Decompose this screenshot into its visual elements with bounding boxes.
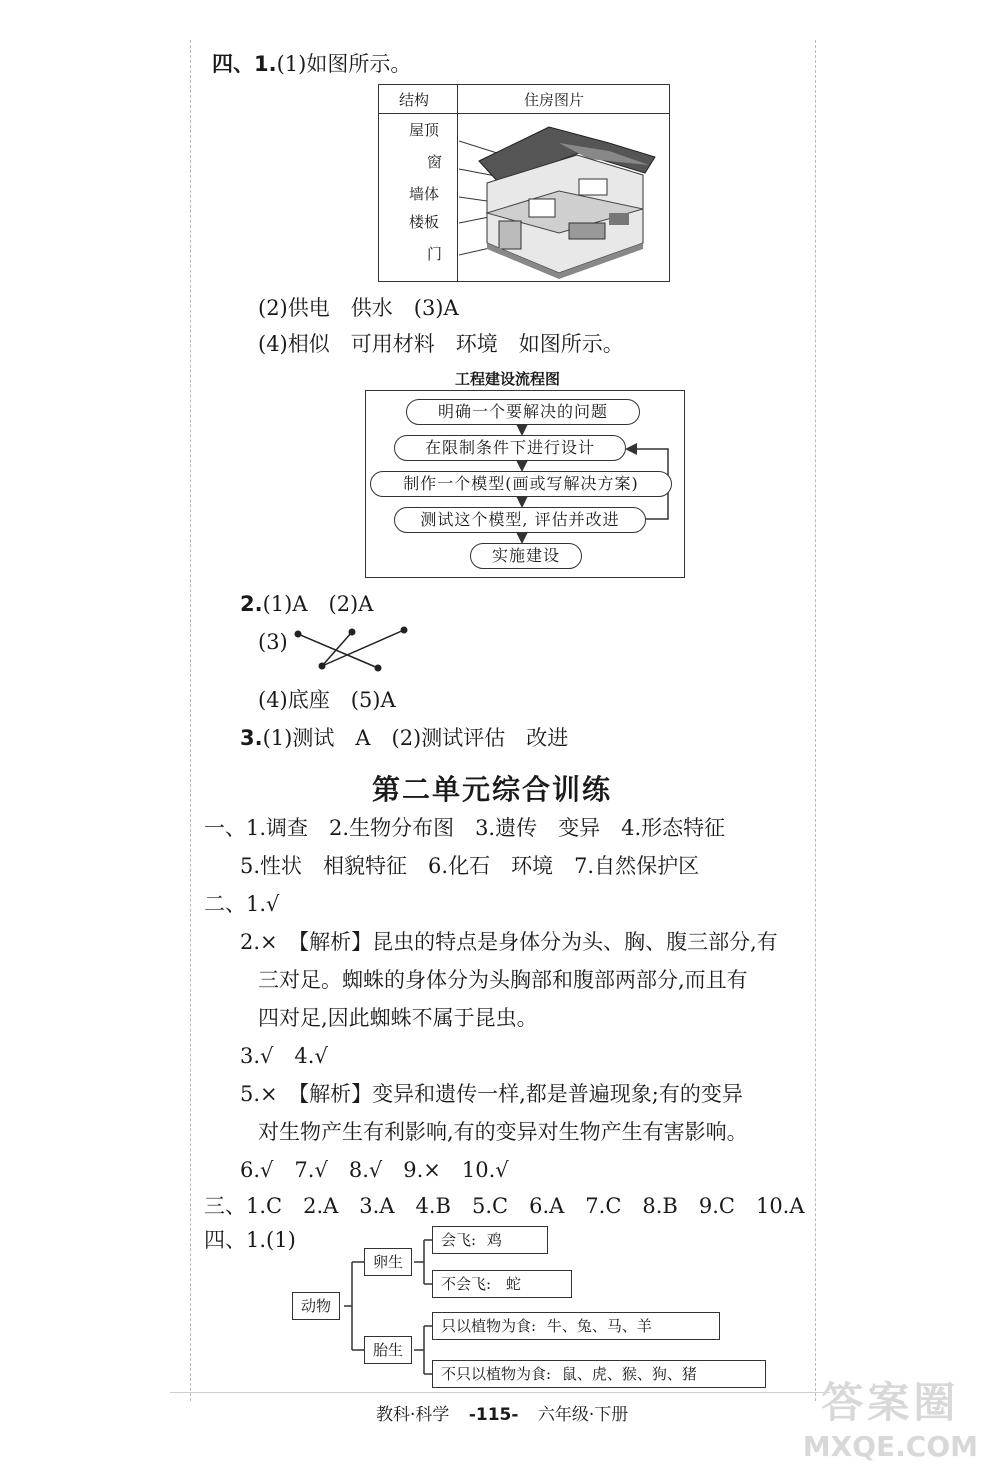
tree-non-herbivore	[432, 1360, 766, 1388]
q4-1-label: 四、1.	[212, 52, 277, 76]
p2-6: 6.√ 7.√ 8.√ 9.× 10.√	[240, 1158, 509, 1182]
p2-2-line-b: 三对足。蜘蛛的身体分为头胸部和腹部两部分,而且有	[258, 968, 748, 992]
flow-chart	[365, 390, 685, 578]
flow-title: 工程建设流程图	[455, 370, 561, 388]
p4-label: 四、1.(1)	[204, 1228, 296, 1252]
matching-lines	[292, 622, 422, 672]
footer-right: 六年级·下册	[537, 1405, 629, 1425]
q4-3-text: (1)测试 A (2)测试评估 改进	[262, 726, 569, 750]
flow-step-3: 制作一个模型(画或写解决方案)	[370, 471, 672, 497]
tree-can-fly	[432, 1226, 548, 1254]
footer	[376, 1400, 628, 1425]
tree-root: 动物	[292, 1292, 340, 1320]
label-roof: 屋顶	[409, 121, 440, 139]
p2-5-line-a: 5.× 【解析】变异和遗传一样,都是普遍现象;有的变异	[240, 1082, 743, 1106]
non-herbivore-val: 鼠、虎、猴、狗、猪	[561, 1365, 697, 1383]
watermark-line1: 答案圈	[821, 1378, 960, 1427]
flow-step-4: 测试这个模型, 评估并改进	[394, 507, 646, 533]
q4-2-4: (4)底座 (5)A	[258, 688, 396, 712]
watermark	[803, 1370, 978, 1463]
q4-2-label: 2.	[240, 592, 263, 616]
q4-1-line	[212, 50, 411, 78]
watermark-line2: MXQE.COM	[802, 1430, 978, 1463]
house-table	[378, 84, 670, 282]
left-margin-line	[190, 40, 191, 1401]
label-floor: 楼板	[409, 213, 440, 231]
label-wall: 墙体	[409, 185, 440, 203]
p2-1: 二、1.√	[204, 892, 280, 916]
page-number: -115-	[468, 1405, 519, 1425]
tree-herbivore	[432, 1312, 720, 1340]
tree-viviparous: 胎生	[364, 1336, 412, 1364]
tree-oviparous: 卵生	[364, 1248, 412, 1276]
footer-left: 教科·科学	[376, 1405, 450, 1425]
tree-cannot-fly	[432, 1270, 572, 1298]
q4-1-2: (2)供电 供水 (3)A	[258, 296, 459, 320]
q4-2-1: (1)A (2)A	[262, 592, 374, 616]
label-door: 门	[427, 245, 443, 263]
p1-line-1: 一、1.调查 2.生物分布图 3.遗传 变异 4.形态特征	[204, 816, 726, 840]
herbivore-val: 牛、兔、马、羊	[546, 1317, 652, 1335]
q4-3-label: 3.	[240, 726, 263, 750]
section-title: 第二单元综合训练	[372, 773, 613, 806]
table-col-structure: 结构	[399, 91, 430, 109]
q4-2-line	[240, 590, 373, 618]
can-fly-val: 鸡	[486, 1231, 502, 1249]
q4-3-line	[240, 724, 568, 752]
p2-2-line-c: 四对足,因此蜘蛛不属于昆虫。	[258, 1006, 538, 1030]
can-fly-key: 会飞:	[441, 1231, 477, 1249]
table-col-picture: 住房图片	[524, 91, 585, 109]
house-illustration	[459, 113, 669, 281]
q4-1-text: (1)如图所示。	[276, 52, 412, 76]
p2-34: 3.√ 4.√	[240, 1044, 328, 1068]
p1-line-2: 5.性状 相貌特征 6.化石 环境 7.自然保护区	[240, 854, 700, 878]
p2-2-line-a: 2.× 【解析】昆虫的特点是身体分为头、胸、腹三部分,有	[240, 930, 778, 954]
p3-answers: 三、1.C 2.A 3.A 4.B 5.C 6.A 7.C 8.B 9.C 10.A	[204, 1194, 805, 1218]
flow-step-5: 实施建设	[470, 543, 582, 569]
flow-step-2: 在限制条件下进行设计	[394, 435, 626, 461]
flow-step-1: 明确一个要解决的问题	[406, 399, 640, 425]
cannot-fly-key: 不会飞:	[441, 1275, 492, 1293]
cannot-fly-val: 蛇	[505, 1275, 521, 1293]
p2-5-line-b: 对生物产生有利影响,有的变异对生物产生有害影响。	[258, 1120, 748, 1144]
herbivore-key: 只以植物为食:	[441, 1317, 537, 1335]
footer-rule	[170, 1392, 830, 1393]
right-margin-line	[815, 40, 816, 1401]
label-window: 窗	[427, 153, 443, 171]
q4-2-3: (3)	[258, 630, 288, 654]
non-herbivore-key: 不只以植物为食:	[441, 1365, 552, 1383]
q4-1-4: (4)相似 可用材料 环境 如图所示。	[258, 332, 624, 356]
